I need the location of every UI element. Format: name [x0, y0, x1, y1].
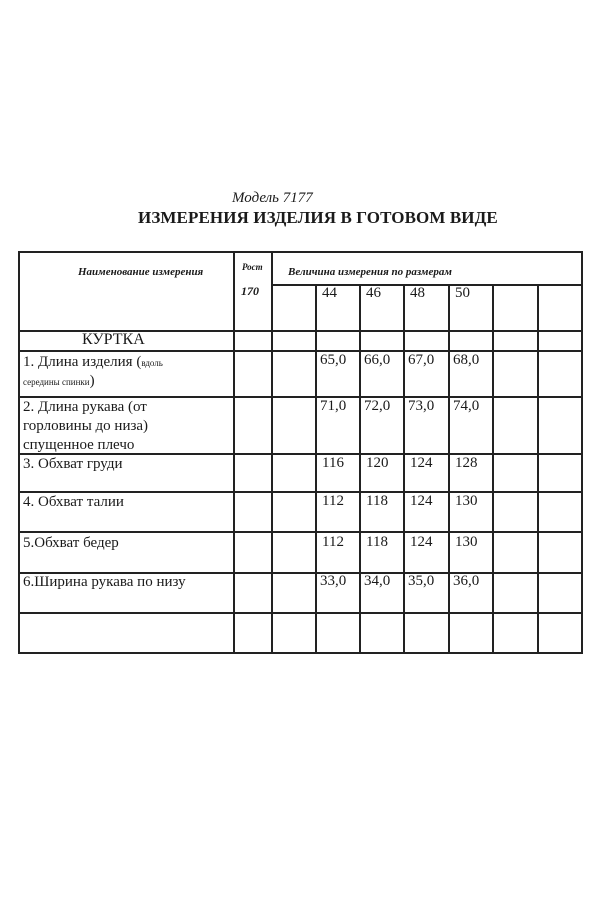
row-label [23, 353, 163, 373]
value-cell: 116 [322, 455, 344, 471]
table-border-left [18, 251, 20, 654]
size-header: 44 [322, 285, 337, 301]
value-cell: 112 [322, 534, 344, 550]
value-cell: 74,0 [453, 398, 480, 414]
value-cell: 124 [410, 493, 433, 509]
col-line [359, 284, 361, 654]
size-header: 48 [410, 285, 425, 301]
size-header: 46 [366, 285, 381, 301]
value-cell: 73,0 [408, 398, 435, 414]
value-cell: 68,0 [453, 352, 480, 368]
row-label-note: середины спинки [23, 377, 90, 387]
value-cell: 130 [455, 534, 478, 550]
size-header: 50 [455, 285, 470, 301]
col-line [315, 284, 317, 654]
value-cell: 35,0 [408, 573, 435, 589]
value-cell: 118 [366, 534, 388, 550]
row-label: 5.Обхват бедер [23, 535, 119, 551]
row-label-text: 1. Длина изделия ( [23, 354, 142, 370]
value-cell: 71,0 [320, 398, 347, 414]
value-cell: 36,0 [453, 573, 480, 589]
value-cell: 65,0 [320, 352, 347, 368]
value-cell: 120 [366, 455, 389, 471]
value-cell: 124 [410, 455, 433, 471]
value-cell: 34,0 [364, 573, 391, 589]
value-cell: 112 [322, 493, 344, 509]
row-label: 4. Обхват талии [23, 494, 124, 510]
value-cell: 66,0 [364, 352, 391, 368]
measurements-table [18, 251, 581, 653]
header-height-value: 170 [241, 284, 259, 298]
table-border-bottom [18, 652, 583, 654]
row-label-note: вдоль [141, 358, 163, 368]
row-line [18, 531, 583, 533]
row-line [18, 350, 583, 352]
col-line [233, 251, 235, 654]
value-cell: 33,0 [320, 573, 347, 589]
row-label-paren: ) [89, 373, 95, 389]
col-line [537, 284, 539, 654]
row-label-line2 [23, 372, 95, 392]
value-cell: 118 [366, 493, 388, 509]
model-number: Модель 7177 [232, 190, 313, 206]
value-cell: 72,0 [364, 398, 391, 414]
document-title: ИЗМЕРЕНИЯ ИЗДЕЛИЯ В ГОТОВОМ ВИДЕ [138, 208, 498, 227]
value-cell: 124 [410, 534, 433, 550]
col-line [271, 251, 273, 654]
row-label: 6.Ширина рукава по низу [23, 574, 186, 590]
value-cell: 130 [455, 493, 478, 509]
table-border-top [18, 251, 583, 253]
header-height-label: Рост [242, 262, 263, 272]
table-border-right [581, 251, 583, 654]
row-label: 2. Длина рукава (от [23, 399, 147, 415]
value-cell: 67,0 [408, 352, 435, 368]
row-line [18, 612, 583, 614]
col-line [403, 284, 405, 654]
header-measurement-name: Наименование измерения [78, 266, 204, 278]
row-label: 3. Обхват груди [23, 456, 123, 472]
row-label-line2: горловины до низа) [23, 418, 149, 434]
col-line [492, 284, 494, 654]
header-sizes-label: Величина измерения по размерам [288, 266, 452, 278]
section-title: КУРТКА [82, 331, 145, 348]
value-cell: 128 [455, 455, 478, 471]
row-label-line3: спущенное плечо [23, 437, 135, 453]
col-line [448, 284, 450, 654]
